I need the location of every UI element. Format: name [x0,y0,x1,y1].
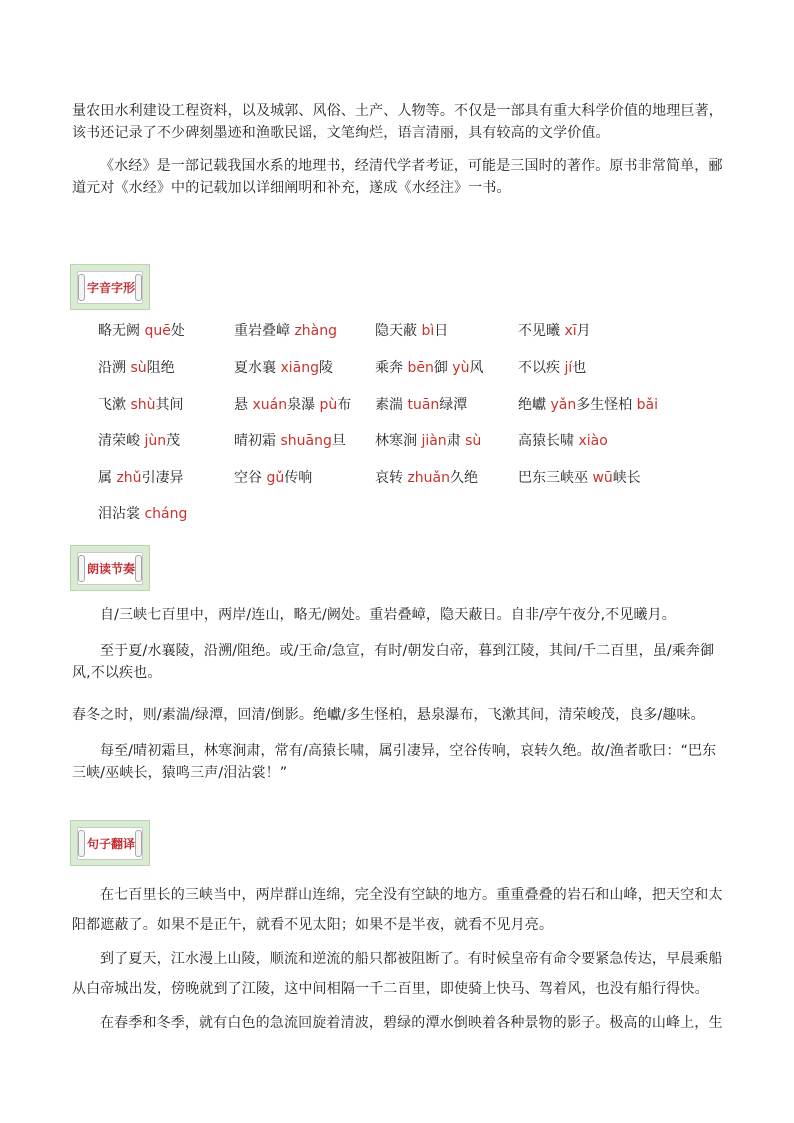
term-text: 沿溯 [98,360,126,376]
pinyin: bì [421,323,435,339]
translation-paragraph-3: 在春季和冬季，就有白色的急流回旋着清波，碧绿的潭水倒映着各种景物的影子。极高的山峰上，生 [100,1015,723,1031]
pronunciation-item [518,394,658,416]
pinyin: xiāng [280,360,319,376]
pinyin: zhàng [294,323,338,339]
reading-paragraph-2: 至于夏/水襄陵，沿溯/阻绝。或/王命/急宣，有时/朝发白帝，暮到江陵，其间/千二百里，虽/乘奔御风,不以疾也。 [72,643,715,681]
term-text: 晴初霜 [234,433,276,449]
pronunciation-item [98,467,184,489]
term-text: 御 [433,360,448,376]
pronunciation-item [375,357,483,379]
term-text: 素湍 [375,397,403,413]
pinyin: wū [592,470,613,486]
term-text: 也 [572,360,587,376]
section-title: 朗读节奏 [86,562,135,576]
reading-paragraph-4: 每至/晴初霜旦，林寒涧肃，常有/高猿长啸，属引凄异，空谷传响，哀转久绝。故/渔者歌曰：“巴东三峡/巫峡长，猿鸣三声/泪沾裳！” [72,743,717,781]
pronunciation-item [98,320,185,342]
pronunciation-item [98,394,184,416]
translation-paragraph-2: 到了夏天，江水漫上山陵，顺流和逆流的船只都被阻断了。有时候皇帝有命令要紧急传达，早晨乘船从白帝城出发，傍晚就到了江陵，这中间相隔一千二百里，即使骑上快马、驾着风，也没有船行得快。 [72,951,723,997]
term-text: 风 [469,360,484,376]
term-text: 处 [170,323,185,339]
term-text: 林寒涧 [375,433,417,449]
pinyin: xuán [252,397,288,413]
section-banner-reading [70,545,150,591]
term-text: 巴东三峡巫 [518,470,588,486]
term-text: 久绝 [450,470,478,486]
section-banner-pronunciation [70,264,150,310]
pronunciation-item [375,394,467,416]
term-text: 夏水襄 [234,360,276,376]
term-text: 属 [98,470,112,486]
scroll-frame [77,827,143,860]
pronunciation-item [234,430,346,452]
term-text: 绝巘 [518,397,546,413]
pinyin: sù [465,433,482,449]
term-text: 泉瀑 [287,397,316,413]
term-text: 茂 [166,433,181,449]
term-text: 泪沾裳 [98,506,140,522]
reading-paragraph-3: 春冬之时，则/素湍/绿潭，回清/倒影。绝巘/多生怪柏，悬泉瀑布，飞漱其间，清荣峻茂，良多/趣味。 [72,707,705,723]
pronunciation-item [375,467,478,489]
pinyin: shuāng [280,433,332,449]
pinyin: xī [564,323,577,339]
pronunciation-item [518,357,586,379]
term-text: 布 [337,397,352,413]
pronunciation-item [375,320,448,342]
pinyin: shù [130,397,156,413]
pronunciation-item [518,467,641,489]
section-title: 字音字形 [86,281,135,295]
term-text: 悬 [234,397,248,413]
pronunciation-item [518,320,591,342]
scroll-frame [77,271,143,304]
term-text: 多生怪柏 [576,397,633,413]
term-text: 飞漱 [98,397,126,413]
pinyin: xiào [578,433,608,449]
term-text: 传响 [284,470,313,486]
term-text: 绿潭 [439,397,468,413]
pinyin: yǎn [550,397,577,413]
pinyin: quē [144,323,171,339]
intro-paragraph-1: 量农田水利建设工程资料，以及城郭、风俗、土产、人物等。不仅是一部具有重大科学价值的地理巨著，该书还记录了不少碑刻墨迹和渔歌民谣，文笔绚烂，语言清丽，具有较高的文学价值。 [72,103,723,141]
term-text: 乘奔 [375,360,403,376]
scroll-frame [77,552,143,585]
section-banner-translation [70,820,150,866]
pinyin: zhuǎn [407,470,450,486]
pronunciation-item [98,503,187,525]
pinyin: jiàn [421,433,447,449]
pinyin: yù [452,360,470,376]
term-text: 陵 [318,360,333,376]
term-text: 不以疾 [518,360,560,376]
term-text: 重岩叠嶂 [234,323,290,339]
pronunciation-item [234,467,312,489]
pinyin: jí [564,360,573,376]
pronunciation-item [518,430,608,452]
term-text: 高猿长啸 [518,433,574,449]
pinyin: gǔ [266,470,285,486]
term-text: 哀转 [375,470,403,486]
pinyin: jùn [144,433,167,449]
term-text: 略无阙 [98,323,140,339]
term-text: 阻绝 [146,360,175,376]
intro-paragraph-2: 《水经》是一部记载我国水系的地理书，经清代学者考证，可能是三国时的著作。原书非常简单，郦道元对《水经》中的记载加以详细阐明和补充，遂成《水经注》一书。 [72,158,723,196]
pronunciation-item [98,430,180,452]
term-text: 引凄异 [141,470,184,486]
section-title: 句子翻译 [86,837,135,851]
pronunciation-item [234,357,333,379]
term-text: 月 [576,323,591,339]
pronunciation-item [234,320,337,342]
translation-paragraph-1: 在七百里长的三峡当中，两岸群山连绵，完全没有空缺的地方。重重叠叠的岩石和山峰，把天空和太阳都遮蔽了。如果不是正午，就看不见太阳；如果不是半夜，就看不见月亮。 [72,887,723,933]
term-text: 其间 [155,397,184,413]
term-text: 隐天蔽 [375,323,417,339]
pronunciation-item [234,394,351,416]
term-text: 峡长 [612,470,641,486]
term-text: 不见曦 [518,323,560,339]
pinyin: zhǔ [116,470,142,486]
pinyin: pù [319,397,338,413]
term-text: 日 [434,323,449,339]
pinyin: bǎi [636,397,659,413]
term-text: 肃 [446,433,461,449]
reading-paragraph-1: 自/三峡七百里中，两岸/连山，略无/阙处。重岩叠嶂，隐天蔽日。自非/亭午夜分,不见曦月。 [100,607,676,623]
pinyin: bēn [407,360,434,376]
pinyin: tuān [407,397,440,413]
term-text: 清荣峻 [98,433,140,449]
pinyin: cháng [144,506,188,522]
term-text: 旦 [331,433,346,449]
pronunciation-item [98,357,175,379]
pronunciation-item [375,430,481,452]
pinyin: sù [130,360,147,376]
term-text: 空谷 [234,470,262,486]
